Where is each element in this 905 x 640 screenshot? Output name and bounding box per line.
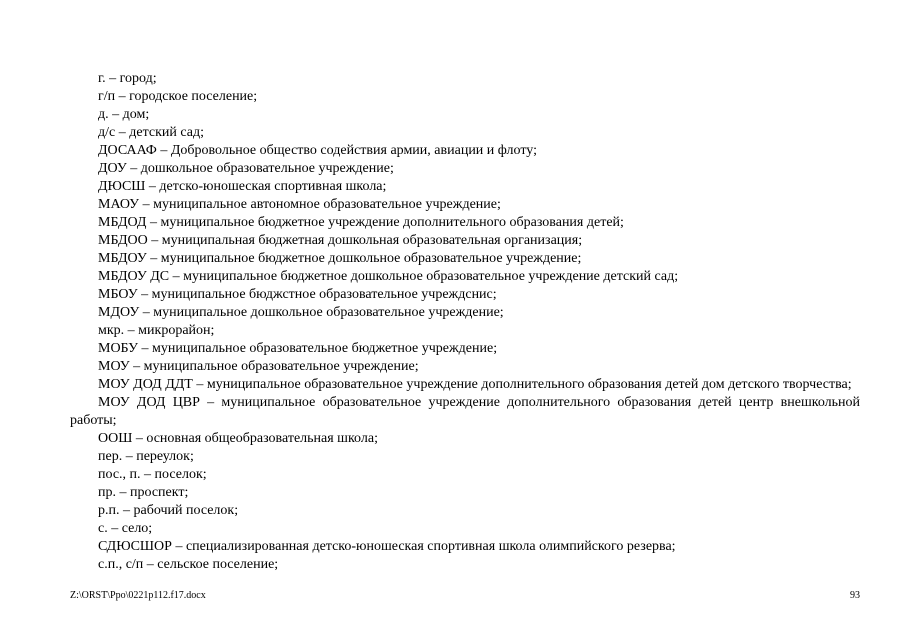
abbreviation-line: МБОУ – муниципальное бюджстное образовательное учреждснис;: [98, 287, 497, 302]
abbreviation-line: МБДОУ – муниципальное бюджетное дошкольное образовательное учреждение;: [98, 251, 582, 266]
abbreviation-line: пер. – переулок;: [98, 449, 194, 464]
abbreviation-line: МБДОО – муниципальная бюджетная дошкольная образовательная организация;: [98, 233, 583, 248]
abbreviation-paragraph: МОУ ДОД ДДТ – муниципальное образовательное учреждение дополнительного образования детей дом детского творчества;: [98, 377, 852, 392]
abbreviation-line: ДОСААФ – Добровольное общество содействия армии, авиации и флоту;: [98, 143, 537, 158]
abbreviation-paragraph: МОУ ДОД ЦВР – муниципальное образовательное учреждение дополнительного образования детей центр внешкольной работы;: [70, 395, 860, 428]
abbreviation-line: ДОУ – дошкольное образовательное учреждение;: [98, 161, 394, 176]
abbreviation-line: пос., п. – поселок;: [98, 467, 207, 482]
abbreviation-line: г/п – городское поселение;: [98, 89, 258, 104]
abbreviation-list: [70, 70, 860, 574]
abbreviation-line: МАОУ – муниципальное автономное образовательное учреждение;: [98, 197, 501, 212]
footer-page-number: 93: [850, 590, 860, 601]
abbreviation-line: р.п. – рабочий поселок;: [98, 503, 239, 518]
abbreviation-line: МБДОД – муниципальное бюджетное учреждение дополнительного образования детей;: [98, 215, 624, 230]
abbreviation-line: с. – село;: [98, 521, 153, 536]
abbreviation-line: МДОУ – муниципальное дошкольное образовательное учреждение;: [98, 305, 504, 320]
abbreviation-line: мкр. – микрорайон;: [98, 323, 215, 338]
abbreviation-line: д. – дом;: [98, 107, 150, 122]
abbreviation-line: МБДОУ ДС – муниципальное бюджетное дошкольное образовательное учреждение детский сад;: [98, 269, 679, 284]
abbreviation-line: ООШ – основная общеобразовательная школа;: [98, 431, 378, 446]
abbreviation-line: МОБУ – муниципальное образовательное бюджетное учреждение;: [98, 341, 498, 356]
abbreviation-line: ДЮСШ – детско-юношеская спортивная школа;: [98, 179, 387, 194]
abbreviation-line: с.п., с/п – сельское поселение;: [98, 557, 279, 572]
abbreviation-line: МОУ – муниципальное образовательное учреждение;: [98, 359, 419, 374]
footer-file-path: Z:\ORST\Ppo\0221p112.f17.docx: [70, 590, 206, 601]
abbreviation-line: д/с – детский сад;: [98, 125, 204, 140]
abbreviation-line: г. – город;: [98, 71, 157, 86]
abbreviation-line: СДЮСШОР – специализированная детско-юношеская спортивная школа олимпийского резерва;: [98, 539, 676, 554]
abbreviation-line: пр. – проспект;: [98, 485, 189, 500]
